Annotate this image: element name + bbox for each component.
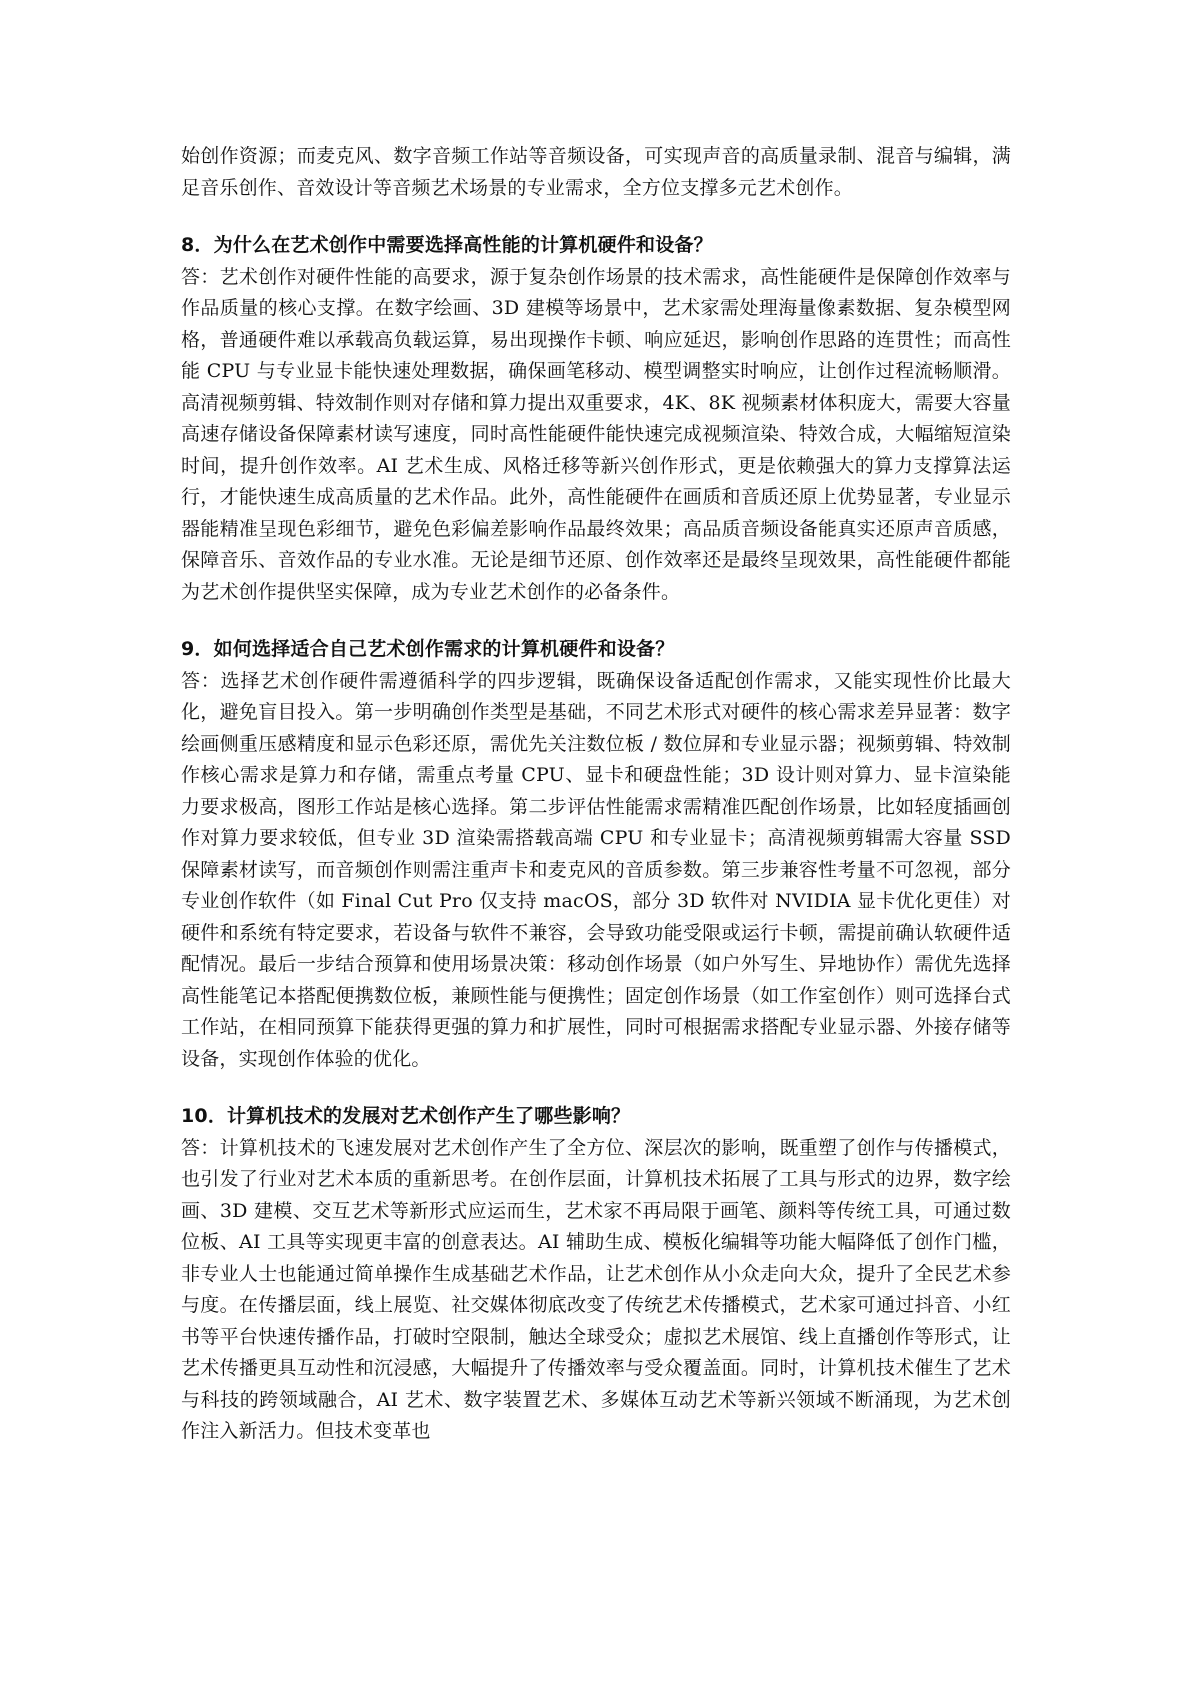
answer-paragraph-10: 答：计算机技术的飞速发展对艺术创作产生了全方位、深层次的影响，既重塑了创作与传播模式，也引发了行业对艺术本质的重新思考。在创作层面，计算机技术拓展了工具与形式的边界，数字绘画、3D 建模、交互艺术等新形式应运而生，艺术家不再局限于画笔、颜料等传统工具，可通过数位板、AI 工具等实现更丰富的创意表达。AI 辅助生成、模板化编辑等功能大幅降低了创作门槛，非专业人士也能通过简单操作生成基础艺术作品，让艺术创作从小众走向大众，提升了全民艺术参与度。在传播层面，线上展览、社交媒体彻底改变了传统艺术传播模式，艺术家可通过抖音、小红书等平台快速传播作品，打破时空限制，触达全球受众；虚拟艺术展馆、线上直播创作等形式，让艺术传播更具互动性和沉浸感，大幅提升了传播效率与受众覆盖面。同时，计算机技术催生了艺术与科技的跨领域融合，AI 艺术、数字装置艺术、多媒体互动艺术等新兴领域不断涌现，为艺术创作注入新活力。但技术变革也 [181,1136,1011,1442]
intro-paragraph: 始创作资源；而麦克风、数字音频工作站等音频设备，可实现声音的高质量录制、混音与编辑，满足音乐创作、音效设计等音频艺术场景的专业需求，全方位支撑多元艺术创作。 [181,145,1011,199]
question-section-9 [181,634,1011,1075]
answer-paragraph-9: 答：选择艺术创作硬件需遵循科学的四步逻辑，既确保设备适配创作需求，又能实现性价比最大化，避免盲目投入。第一步明确创作类型是基础，不同艺术形式对硬件的核心需求差异显著：数字绘画侧重压感精度和显示色彩还原，需优先关注数位板 / 数位屏和专业显示器；视频剪辑、特效制作核心需求是算力和存储，需重点考量 CPU、显卡和硬盘性能；3D 设计则对算力、显卡渲染能力要求极高，图形工作站是核心选择。第二步评估性能需求需精准匹配创作场景，比如轻度插画创作对算力要求较低，但专业 3D 渲染需搭载高端 CPU 和专业显卡；高清视频剪辑需大容量 SSD 保障素材读写，而音频创作则需注重声卡和麦克风的音质参数。第三步兼容性考量不可忽视，部分专业创作软件（如 Final Cut Pro 仅支持 macOS，部分 3D 软件对 NVIDIA 显卡优化更佳）对硬件和系统有特定要求，若设备与软件不兼容，会导致功能受限或运行卡顿，需提前确认软硬件适配情况。最后一步结合预算和使用场景决策：移动创作场景（如户外写生、异地协作）需优先选择高性能笔记本搭配便携数位板，兼顾性能与便携性；固定创作场景（如工作室创作）则可选择台式工作站，在相同预算下能获得更强的算力和扩展性，同时可根据需求搭配专业显示器、外接存储等设备，实现创作体验的优化。 [181,669,1011,1070]
answer-paragraph-8: 答：艺术创作对硬件性能的高要求，源于复杂创作场景的技术需求，高性能硬件是保障创作效率与作品质量的核心支撑。在数字绘画、3D 建模等场景中，艺术家需处理海量像素数据、复杂模型网格，普通硬件难以承载高负载运算，易出现操作卡顿、响应延迟，影响创作思路的连贯性；而高性能 CPU 与专业显卡能快速处理数据，确保画笔移动、模型调整实时响应，让创作过程流畅顺滑。高清视频剪辑、特效制作则对存储和算力提出双重要求，4K、8K 视频素材体积庞大，需要大容量高速存储设备保障素材读写速度，同时高性能硬件能快速完成视频渲染、特效合成，大幅缩短渲染时间，提升创作效率。AI 艺术生成、风格迁移等新兴创作形式，更是依赖强大的算力支撑算法运行，才能快速生成高质量的艺术作品。此外，高性能硬件在画质和音质还原上优势显著，专业显示器能精准呈现色彩细节，避免色彩偏差影响作品最终效果；高品质音频设备能真实还原声音质感，保障音乐、音效作品的专业水准。无论是细节还原、创作效率还是最终呈现效果，高性能硬件都能为艺术创作提供坚实保障，成为专业艺术创作的必备条件。 [181,265,1011,603]
document-body [181,141,1011,1448]
question-heading-10: 10．计算机技术的发展对艺术创作产生了哪些影响？ [181,1105,631,1127]
question-section-8 [181,230,1011,608]
question-heading-8: 8．为什么在艺术创作中需要选择高性能的计算机硬件和设备？ [181,234,713,256]
question-heading-9: 9．如何选择适合自己艺术创作需求的计算机硬件和设备？ [181,638,675,660]
question-section-10 [181,1101,1011,1448]
